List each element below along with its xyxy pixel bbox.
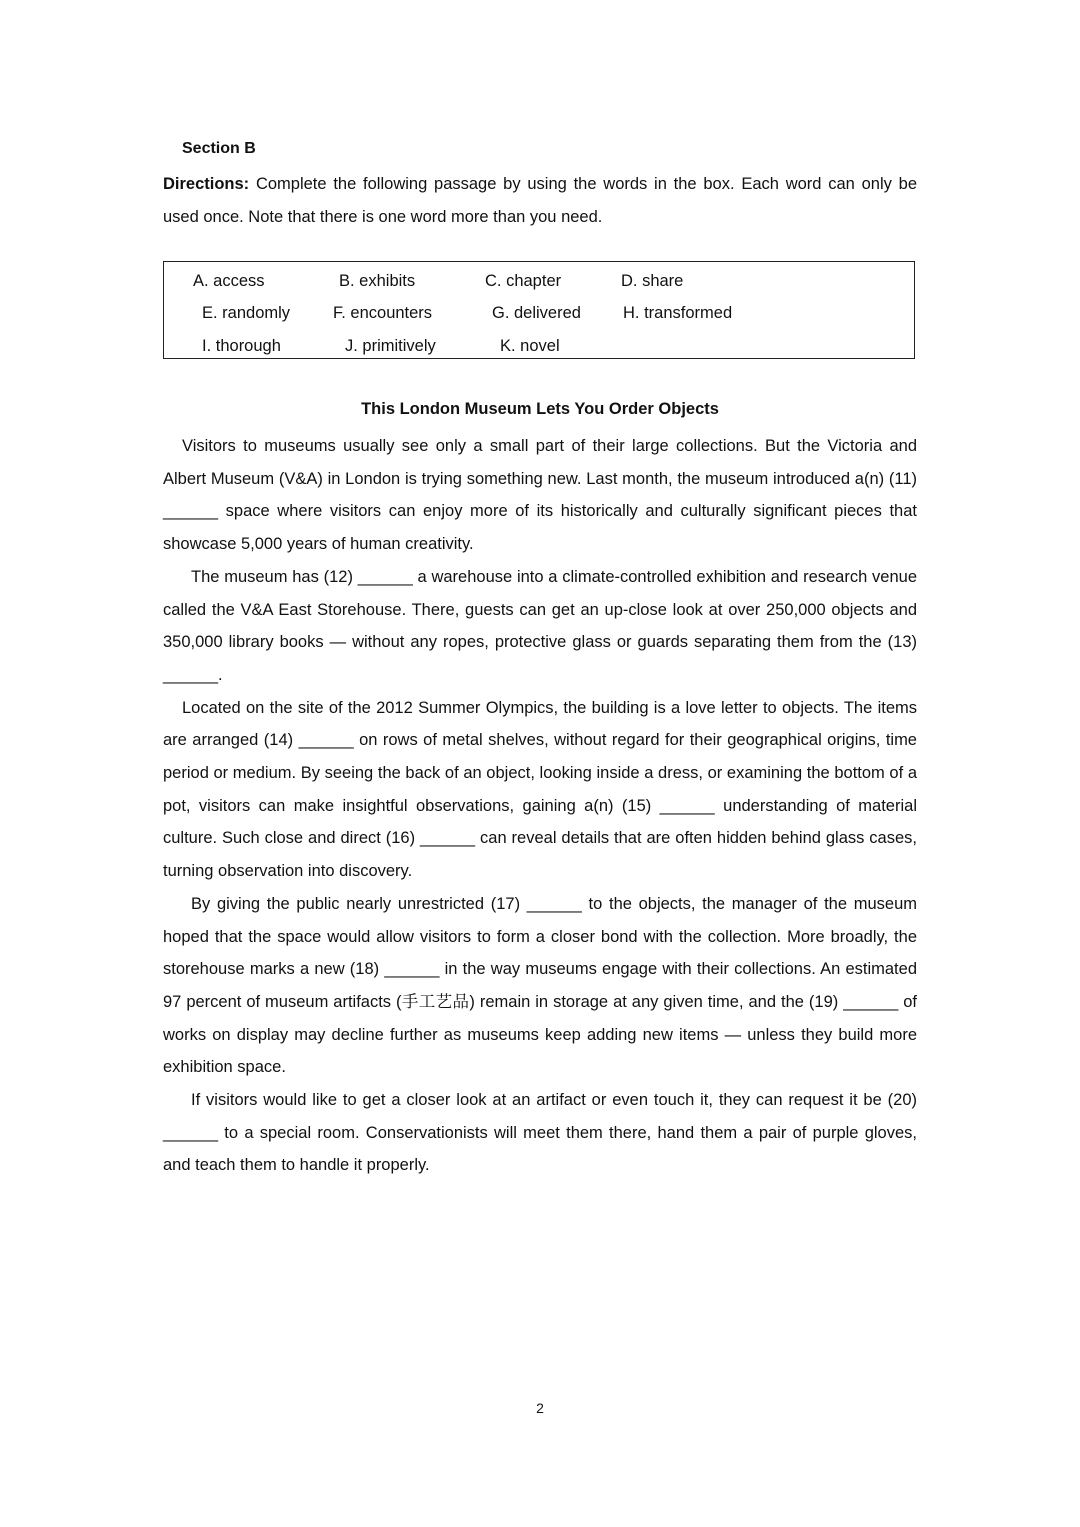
word-option: A. access: [193, 272, 265, 290]
word-option: D. share: [621, 272, 684, 290]
word-option: G. delivered: [492, 304, 581, 322]
page-number: 2: [536, 1400, 544, 1416]
word-option: J. primitively: [345, 337, 436, 355]
section-title: Section B: [182, 140, 256, 157]
word-option: I. thorough: [202, 337, 281, 355]
passage-title: This London Museum Lets You Order Objects: [361, 400, 719, 418]
word-option: F. encounters: [333, 304, 433, 322]
paragraph: If visitors would like to get a closer look at an artifact or even touch it, they can request it be (20) ______ to a special room. Conservationists will meet them there, hand them a pair of purple gloves, and teach them to handle it properly.: [163, 1091, 917, 1175]
word-option: C. chapter: [485, 272, 562, 290]
directions: [163, 168, 917, 234]
paragraph: Located on the site of the 2012 Summer Olympics, the building is a love letter to objects. The items are arranged (14) ______ on rows of metal shelves, without regard for their geographical origins, time period or medium. By seeing the back of an object, looking inside a dress, or examining the bottom of a pot, visitors can make insightful observations, gaining a(n) (15) ______ understanding of material culture. Such close and direct (16) ______ can reveal details that are often hidden behind glass cases, turning observation into discovery.: [163, 698, 917, 881]
directions-label: Directions:: [163, 175, 250, 193]
directions-text: Complete the following passage by using the words in the box. Each word can only be used once. Note that there is one word more than you need.: [163, 175, 917, 226]
passage: [163, 430, 917, 1182]
word-option: K. novel: [500, 337, 560, 355]
word-option: E. randomly: [202, 304, 291, 322]
word-box: [163, 261, 915, 359]
paragraph: The museum has (12) ______ a warehouse into a climate-controlled exhibition and research venue called the V&A East Storehouse. There, guests can get an up-close look at over 250,000 objects and 350,000 library books — without any ropes, protective glass or guards separating them from the (13) ______.: [163, 567, 917, 684]
word-option: B. exhibits: [339, 272, 416, 290]
word-option: H. transformed: [623, 304, 733, 322]
paragraph: By giving the public nearly unrestricted (17) ______ to the objects, the manager of the museum hoped that the space would allow visitors to form a closer bond with the collection. More broadly, the storehouse marks a new (18) ______ in the way museums engage with their collections. An estimated 97 percent of museum artifacts (手工艺品) remain in storage at any given time, and the (19) ______ of works on display may decline further as museums keep adding new items — unless they build more exhibition space.: [163, 894, 917, 1077]
paragraph: Visitors to museums usually see only a small part of their large collections. But the Victoria and Albert Museum (V&A) in London is trying something new. Last month, the museum introduced a(n) (11) ______ space where visitors can enjoy more of its historically and culturally significant pieces that showcase 5,000 years of human creativity.: [163, 437, 917, 554]
